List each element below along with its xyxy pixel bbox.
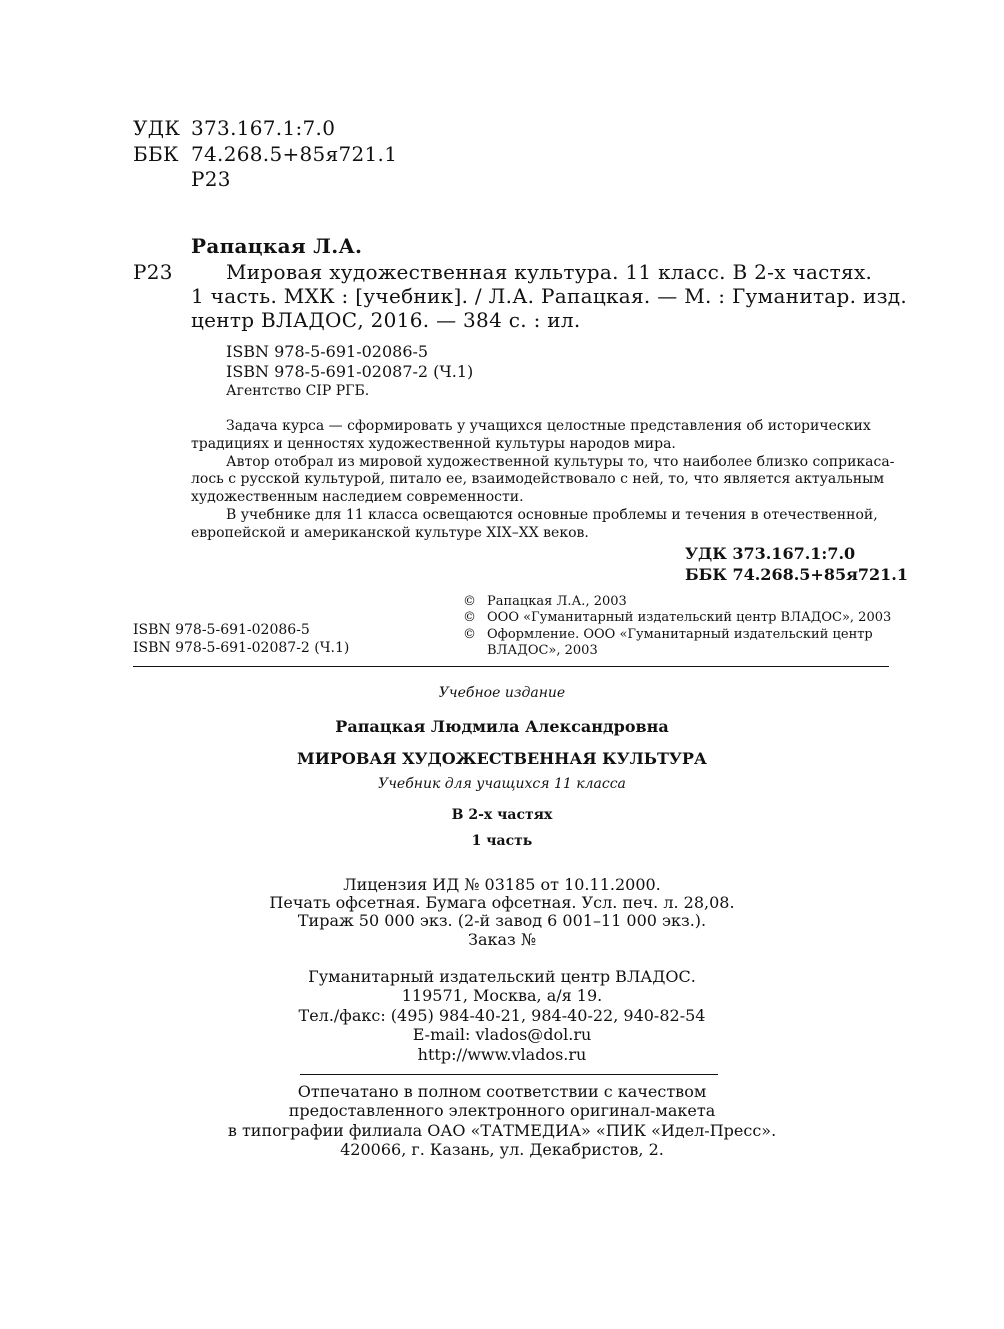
copyright-2: © ООО «Гуманитарный издательский центр ВЛАДОС», 2003 <box>463 610 892 625</box>
divider-top <box>133 666 889 667</box>
order-number: Заказ № <box>468 930 536 949</box>
publisher-url: http://www.vlados.ru <box>417 1045 587 1064</box>
catalog-line-2: 1 часть. МХК : [учебник]. / Л.А. Рапацкая. — М. : Гуманитар. изд. <box>191 284 908 308</box>
udk-label: УДК <box>133 116 181 140</box>
annotation-p2-l3: художественным наследием современности. <box>191 489 524 505</box>
publisher-phone: Тел./факс: (495) 984-40-21, 984-40-22, 940-82-54 <box>298 1006 706 1025</box>
annotation-p1-l1: Задача курса — сформировать у учащихся целостные представления об исторических <box>226 418 871 434</box>
book-parts: В 2-х частях <box>451 807 553 823</box>
catalog-isbn-2: ISBN 978-5-691-02087-2 (Ч.1) <box>226 362 474 381</box>
publisher-name: Гуманитарный издательский центр ВЛАДОС. <box>308 967 696 986</box>
annotation-udk: УДК 373.167.1:7.0 <box>685 544 856 563</box>
print-info: Печать офсетная. Бумага офсетная. Усл. печ. л. 28,08. <box>269 893 735 912</box>
catalog-line-1: Мировая художественная культура. 11 класс. В 2-х частях. <box>226 260 873 284</box>
annotation-p3-l2: европейской и американской культуре XIX–XX веков. <box>191 525 589 541</box>
annotation-p2-l1: Автор отобрал из мировой художественной культуры то, что наиболее близко соприкаса- <box>226 454 895 470</box>
copyright-icon: © <box>463 594 476 609</box>
divider-bottom <box>300 1074 718 1075</box>
catalog-agency: Агентство CIP РГБ. <box>226 383 370 399</box>
catalog-isbn-1: ISBN 978-5-691-02086-5 <box>226 342 429 361</box>
book-part: 1 часть <box>471 833 533 849</box>
license: Лицензия ИД № 03185 от 10.11.2000. <box>343 875 661 894</box>
author-full: Рапацкая Людмила Александровна <box>335 717 669 736</box>
printer-line-4: 420066, г. Казань, ул. Декабристов, 2. <box>340 1140 664 1159</box>
annotation-bbk: ББК 74.268.5+85я721.1 <box>685 565 908 584</box>
catalog-mark: Р23 <box>133 260 173 284</box>
annotation-p2-l2: лось с русской культурой, питало ее, взаимодействовало с ней, то, что является актуальным <box>191 471 885 487</box>
copyright-isbn-1: ISBN 978-5-691-02086-5 <box>133 622 310 638</box>
copyright-isbn-2: ISBN 978-5-691-02087-2 (Ч.1) <box>133 640 350 656</box>
annotation-p1-l2: традициях и ценностях художественной культуры народов мира. <box>191 436 676 452</box>
author-mark: Р23 <box>191 167 231 191</box>
bbk-label: ББК <box>133 142 179 166</box>
bbk-value: 74.268.5+85я721.1 <box>191 142 398 166</box>
copyright-icon: © <box>463 610 476 625</box>
copyright-icon: © <box>463 627 476 642</box>
edition-type: Учебное издание <box>438 685 566 701</box>
printer-line-2: предоставленного электронного оригинал-макета <box>288 1101 716 1120</box>
print-run: Тираж 50 000 экз. (2-й завод 6 001–11 000 экз.). <box>297 911 707 930</box>
copyright-3-cont: ВЛАДОС», 2003 <box>487 643 598 658</box>
book-title: МИРОВАЯ ХУДОЖЕСТВЕННАЯ КУЛЬТУРА <box>297 749 707 768</box>
copyright-3: © Оформление. ООО «Гуманитарный издательский центр <box>463 627 873 642</box>
publisher-email: E-mail: vlados@dol.ru <box>412 1025 592 1044</box>
catalog-line-3: центр ВЛАДОС, 2016. — 384 с. : ил. <box>191 308 581 332</box>
publisher-address: 119571, Москва, а/я 19. <box>401 986 603 1005</box>
annotation-p3-l1: В учебнике для 11 класса освещаются основные проблемы и течения в отечественной, <box>226 507 878 523</box>
udk-value: 373.167.1:7.0 <box>191 116 336 140</box>
book-subtitle: Учебник для учащихся 11 класса <box>378 776 626 792</box>
catalog-author: Рапацкая Л.А. <box>191 234 363 258</box>
printer-line-3: в типографии филиала ОАО «ТАТМЕДИА» «ПИК «Идел-Пресс». <box>227 1121 777 1140</box>
copyright-1: © Рапацкая Л.А., 2003 <box>463 594 627 609</box>
printer-line-1: Отпечатано в полном соответствии с качеством <box>297 1082 707 1101</box>
